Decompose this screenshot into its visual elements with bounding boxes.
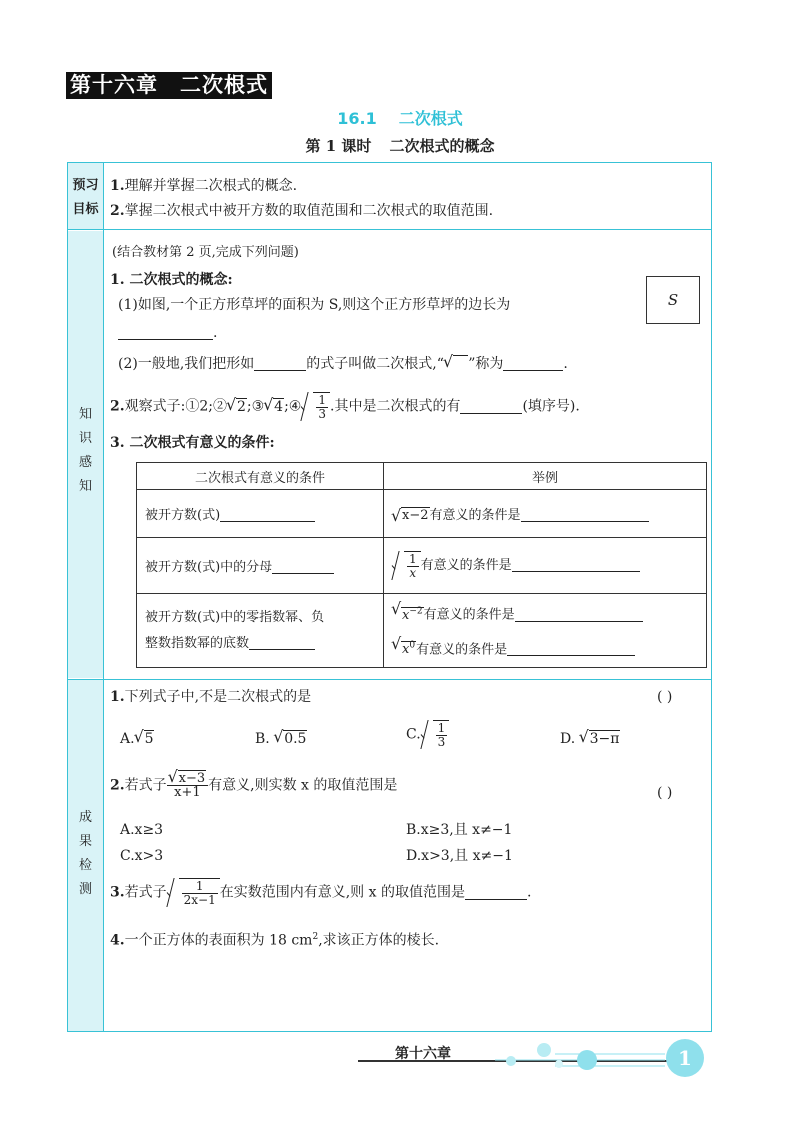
option-a[interactable]: A.√ 5 <box>120 730 154 748</box>
footer-decoration <box>495 1040 670 1072</box>
answer-blank[interactable] <box>272 559 334 574</box>
answer-blank[interactable] <box>220 507 315 522</box>
answer-blank[interactable] <box>465 885 527 900</box>
square-lawn-figure: S <box>646 276 700 324</box>
q1-title: 1. 二次根式的概念: <box>110 272 233 288</box>
option-b[interactable]: B.x≥3,且 x≠−1 <box>406 822 513 838</box>
divider <box>103 163 104 1031</box>
test-q1-text: 1.下列式子中,不是二次根式的是 <box>110 689 312 705</box>
answer-blank[interactable] <box>254 356 306 371</box>
answer-blank[interactable] <box>521 507 649 522</box>
answer-paren[interactable]: ( ) <box>657 689 673 705</box>
table-row: 被开方数(式) √ x−2有意义的条件是 <box>137 490 707 538</box>
section-title: 16.1 二次根式 <box>337 109 463 128</box>
lesson-title: 第 1 课时 二次根式的概念 <box>305 137 495 155</box>
page-number: 1 <box>666 1039 704 1077</box>
q2-text: 2.观察式子:①2;②√ 2;③√ 4;④ $\frac{1}{3}$ .其中是二次根式的有 (填序号). <box>110 392 580 421</box>
test-q3-text: 3.若式子 $\frac{1}{2x-1}$ 在实数范围内有意义,则 x 的取值范围是 . <box>110 879 532 907</box>
test-q4-text: 4.一个正方体的表面积为 18 $cm^2$,求该正方体的棱长. <box>110 932 440 949</box>
conditions-table <box>136 462 707 668</box>
option-b[interactable]: B. √ 0.5 <box>255 730 307 748</box>
test-q2-text: 2.若式子 √ $\frac{x-3}{x+1}$ 有意义,则实数 x 的取值范围是 <box>110 772 397 799</box>
answer-blank[interactable] <box>515 607 643 622</box>
option-c[interactable]: C.x>3 <box>120 848 164 864</box>
q1-2-text: (2)一般地,我们把形如 的式子叫做二次根式,“√ ”称为 . <box>118 355 568 373</box>
table-header: 二次根式有意义的条件 <box>137 463 384 490</box>
answer-blank[interactable] <box>118 325 213 340</box>
knowledge-intro: (结合教材第 2 页,完成下列问题) <box>112 245 299 260</box>
goal-item: 2.掌握二次根式中被开方数的取值范围和二次根式的取值范围. <box>110 203 494 219</box>
option-d[interactable]: D. √ 3−π <box>560 730 620 748</box>
side-label-preview: 预习 目标 <box>72 178 99 217</box>
answer-blank[interactable] <box>249 635 315 650</box>
answer-paren[interactable]: ( ) <box>657 785 673 801</box>
goal-item: 1.理解并掌握二次根式的概念. <box>110 178 298 194</box>
table-row: 被开方数(式)中的零指数幂、负 整数指数幂的底数 √ $x^{-2}$有意义的条件是 √ $x^0$有意义的条件是 <box>137 594 707 668</box>
option-d[interactable]: D.x>3,且 x≠−1 <box>406 848 513 864</box>
q1-1-text: (1)如图,一个正方形草坪的面积为 S,则这个正方形草坪的边长为 <box>118 297 511 313</box>
q3-title: 3. 二次根式有意义的条件: <box>110 435 275 451</box>
answer-blank[interactable] <box>503 356 563 371</box>
answer-blank[interactable] <box>512 557 640 572</box>
side-label-knowledge: 知 识 感 知 <box>78 407 92 494</box>
footer-chapter: 第十六章 <box>395 1046 451 1062</box>
chapter-title: 第十六章 二次根式 <box>66 72 272 99</box>
option-c[interactable]: C. $\frac{1}{3}$ <box>406 720 449 749</box>
divider <box>67 679 712 680</box>
option-a[interactable]: A.x≥3 <box>120 822 164 838</box>
radical-sign <box>444 355 468 373</box>
table-header: 举例 <box>384 463 707 490</box>
divider <box>67 229 712 230</box>
side-label-test: 成 果 检 测 <box>78 810 92 897</box>
table-row: 被开方数(式)中的分母 $\frac{1}{x}$ 有意义的条件是 <box>137 538 707 594</box>
answer-blank[interactable] <box>460 399 522 414</box>
q1-1-answer: . <box>118 324 217 342</box>
answer-blank[interactable] <box>507 641 635 656</box>
